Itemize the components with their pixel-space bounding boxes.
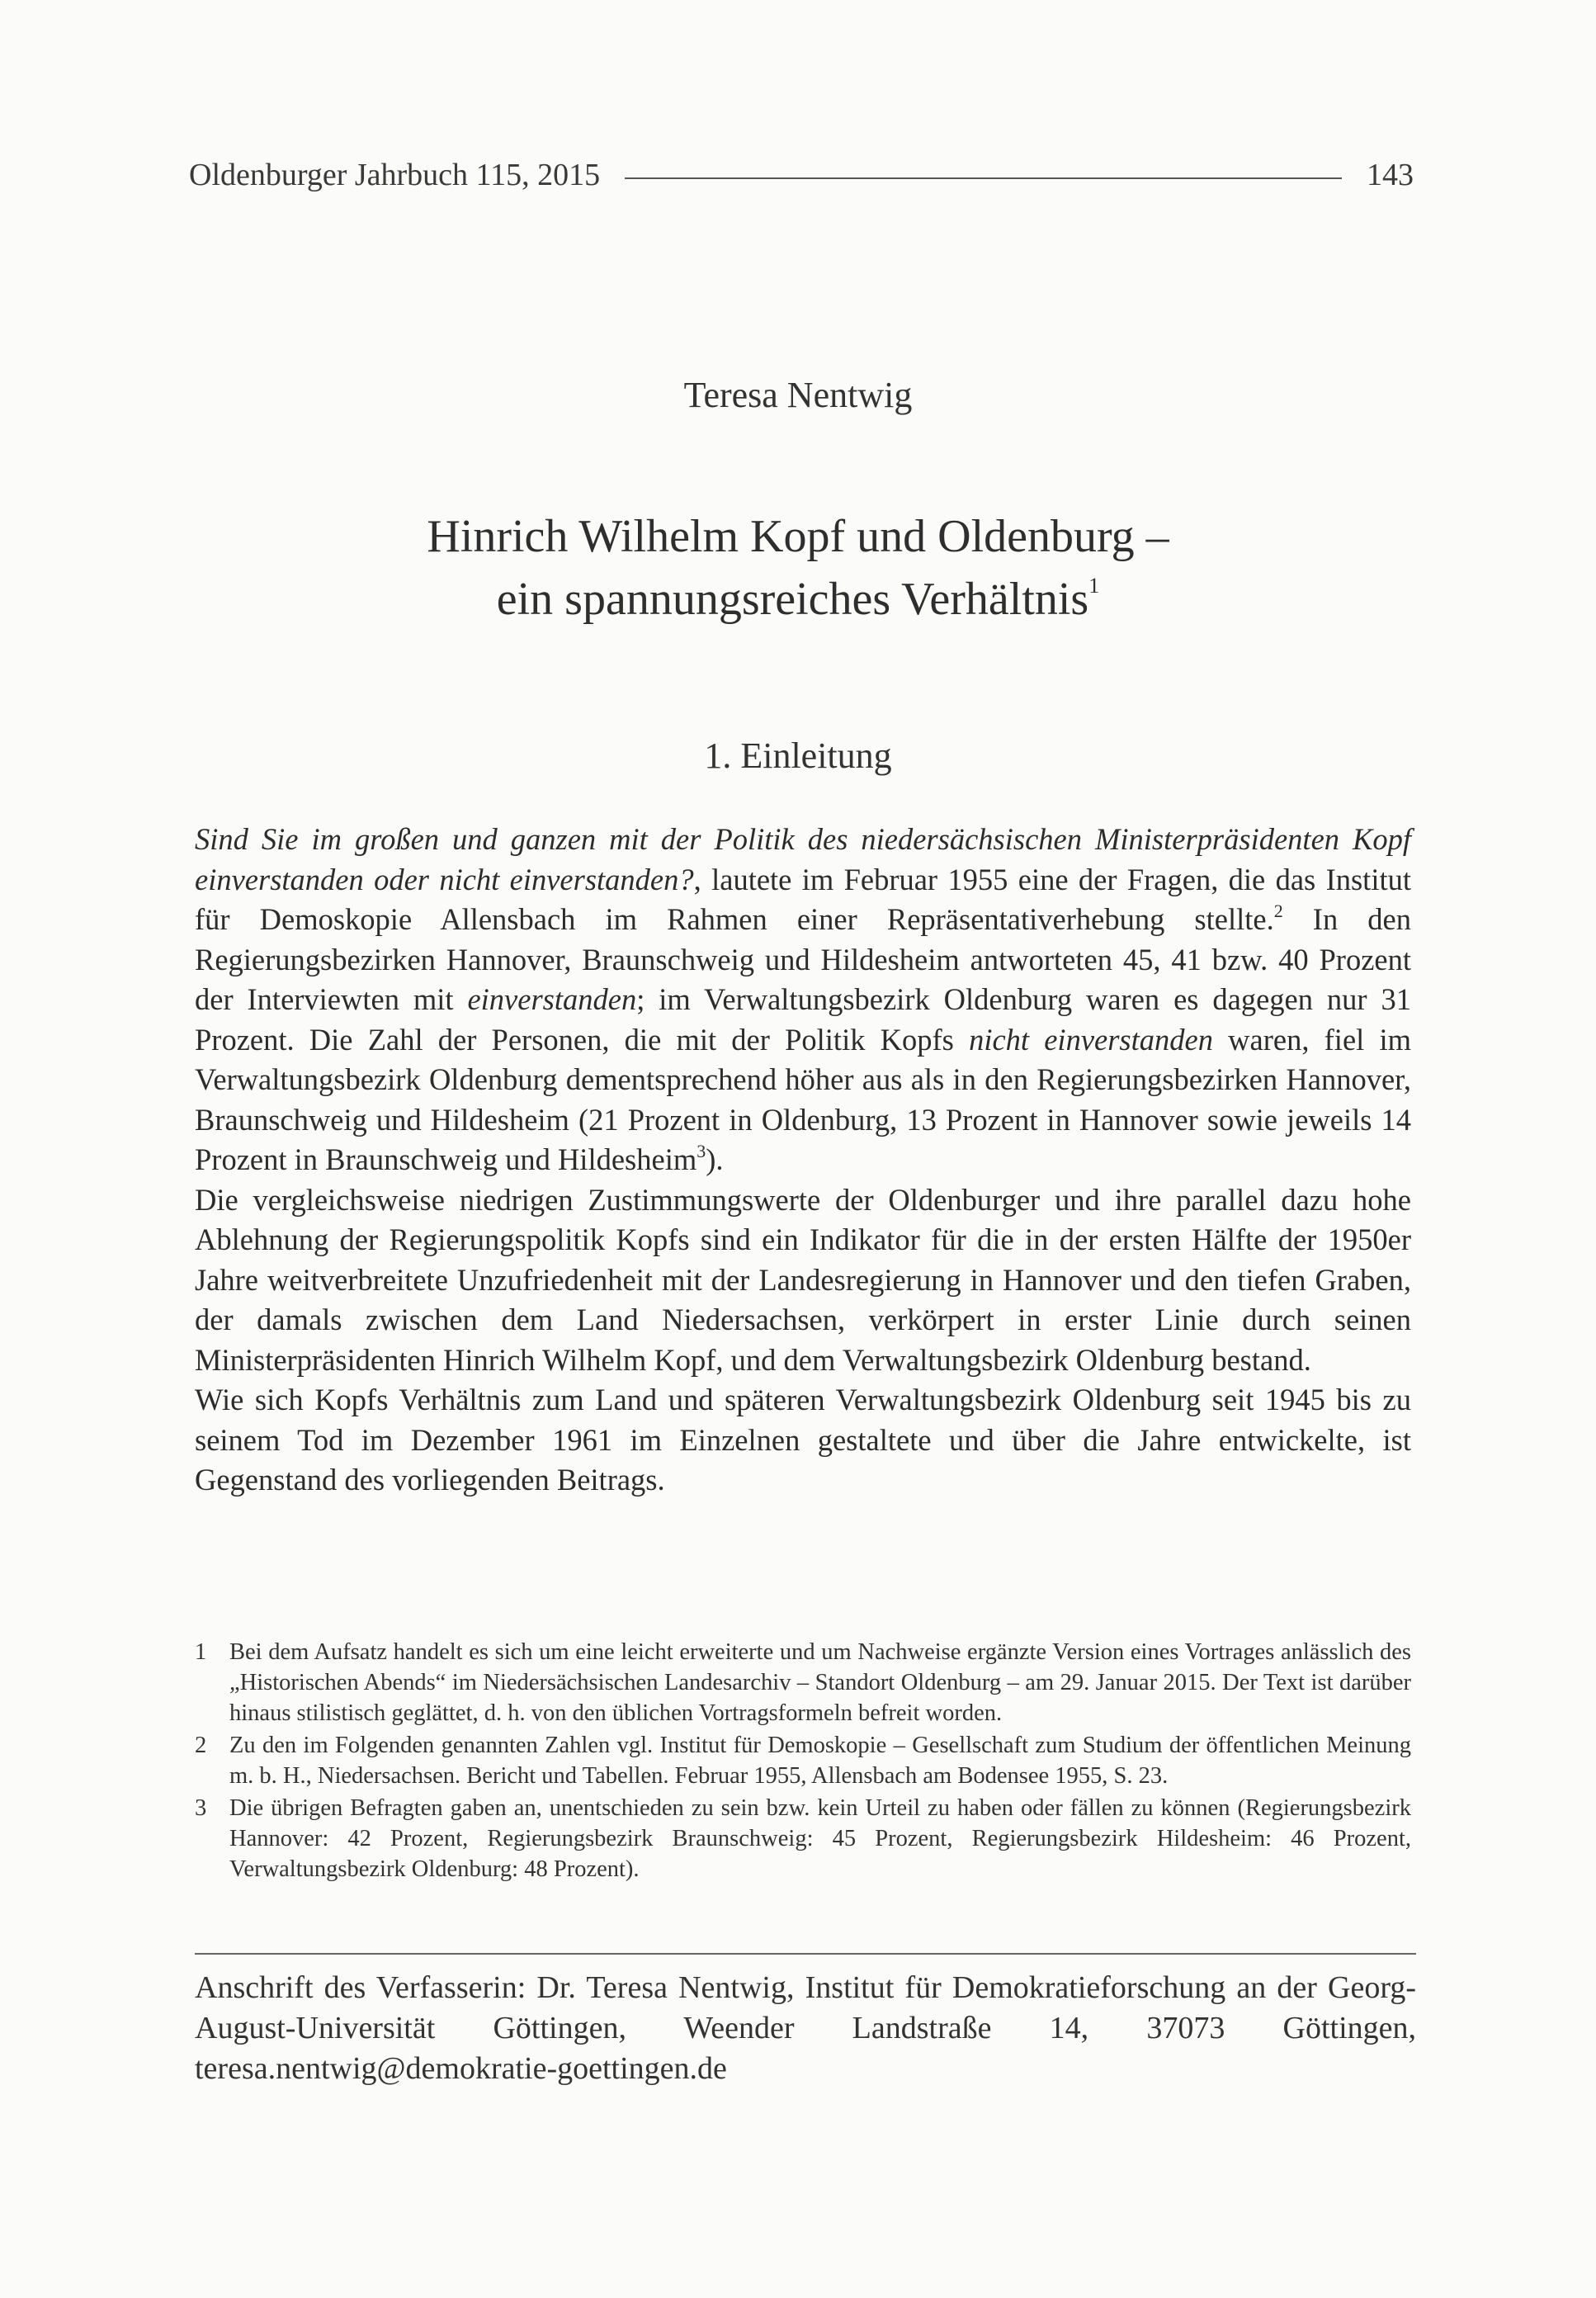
title-line-2	[0, 568, 1596, 631]
footnote-text: Zu den im Folgenden genannten Zahlen vgl. Institut für Demoskopie – Gesellschaft zum Studium der öffentlichen Meinung m. b. H., Niedersachsen. Bericht und Tabellen. Februar 1955, Allensbach am Bodensee 1955, S. 23.	[229, 1733, 1411, 1789]
body-text-segment: , lautete im Februar 1955 eine der Fragen, die das Institut für Demoskopie Allensbach im Rahmen einer Repräsentativerhebung stellte.	[195, 862, 1411, 936]
author-address: Anschrift des Verfasserin: Dr. Teresa Nentwig, Institut für Demokratieforschung an der Georg-August-Universität Göttingen, Weender Landstraße 14, 37073 Göttingen, teresa.nentwig@demokratie-goettingen.de	[195, 1970, 1416, 2086]
body-paragraph-3: Wie sich Kopfs Verhältnis zum Land und späteren Verwaltungsbezirk Oldenburg seit 1945 bis zu seinem Tod im Dezember 1961 im Einzelnen gestaltete und über die Jahre entwickelte, ist Gegenstand des vorliegenden Beitrags.	[195, 1383, 1411, 1497]
body-paragraph-1	[195, 820, 1411, 1180]
title-line-2-text: ein spannungsreiches Verhältnis	[496, 574, 1089, 625]
footnote-marker-3[interactable]: 3	[696, 1141, 706, 1161]
title-footnote-marker[interactable]: 1	[1088, 574, 1100, 598]
header-rule	[625, 177, 1342, 179]
body-text-segment: waren, fiel im Verwaltungsbezirk Oldenburg dementsprechend höher aus als in den Regierungsbezirken Hannover, Braunschweig und Hildesheim (21 Prozent in Oldenburg, 13 Prozent in Hannover sowie jeweils 14 Prozent in Braunschweig und Hildesheim	[195, 1022, 1411, 1176]
footnote-1	[195, 1637, 1411, 1728]
page-number: 143	[1367, 158, 1414, 192]
body-text-segment: ; im Verwaltungsbezirk Oldenburg waren es dagegen nur 31 Prozent. Die Zahl der Personen, die mit der Politik Kopfs	[195, 982, 1411, 1057]
footnote-number: 2	[195, 1733, 207, 1758]
footnote-2	[195, 1730, 1411, 1791]
article-title	[0, 505, 1596, 631]
title-line-1: Hinrich Wilhelm Kopf und Oldenburg –	[427, 511, 1169, 562]
footnotes	[195, 1637, 1411, 1886]
body-text-segment: In den Regierungsbezirken Hannover, Braunschweig und Hildesheim antworteten 45, 41 bzw. 40 Prozent der Interviewten mit	[195, 902, 1411, 1016]
footnote-marker-2[interactable]: 2	[1273, 901, 1283, 921]
address-divider	[195, 1953, 1416, 1955]
journal-name: Oldenburger Jahrbuch 115, 2015	[189, 158, 601, 192]
body-text-segment: ).	[706, 1142, 724, 1176]
italic-term: nicht einverstanden	[969, 1022, 1213, 1057]
article-body	[195, 820, 1411, 1501]
italic-term: einverstanden	[467, 982, 637, 1016]
footnote-text: Bei dem Aufsatz handelt es sich um eine leicht erweiterte und um Nachweise ergänzte Version eines Vortrages anlässlich des „Historischen Abends“ im Niedersächsischen Landesarchiv – Standort Oldenburg – am 29. Januar 2015. Der Text ist darüber hinaus stilistisch geglättet, d. h. von den üblichen Vortragsformeln befreit worden.	[229, 1639, 1411, 1726]
section-heading: 1. Einleitung	[704, 735, 892, 776]
running-header	[189, 157, 1414, 193]
article-author: Teresa Nentwig	[683, 375, 913, 415]
body-paragraph-2: Die vergleichsweise niedrigen Zustimmungswerte der Oldenburger und ihre parallel dazu hohe Ablehnung der Regierungspolitik Kopfs sind ein Indikator für die in der ersten Hälfte der 1950er Jahre weitverbreitete Unzufriedenheit mit der Landesregierung in Hannover und den tiefen Graben, der damals zwischen dem Land Niedersachsen, verkörpert in erster Linie durch seinen Ministerpräsidenten Hinrich Wilhelm Kopf, und dem Verwaltungsbezirk Oldenburg bestand.	[195, 1182, 1411, 1377]
footnote-number: 3	[195, 1795, 207, 1821]
footnote-text: Die übrigen Befragten gaben an, unentschieden zu sein bzw. kein Urteil zu haben oder fällen zu können (Regierungsbezirk Hannover: 42 Prozent, Regierungsbezirk Braunschweig: 45 Prozent, Regierungsbezirk Hildesheim: 46 Prozent, Verwaltungsbezirk Oldenburg: 48 Prozent).	[229, 1795, 1411, 1882]
footnote-number: 1	[195, 1639, 207, 1665]
survey-question: Sind Sie im großen und ganzen mit der Politik des niedersächsischen Ministerpräsidenten Kopf einverstanden oder nicht einverstanden?	[195, 822, 1411, 896]
footnote-3	[195, 1793, 1411, 1884]
